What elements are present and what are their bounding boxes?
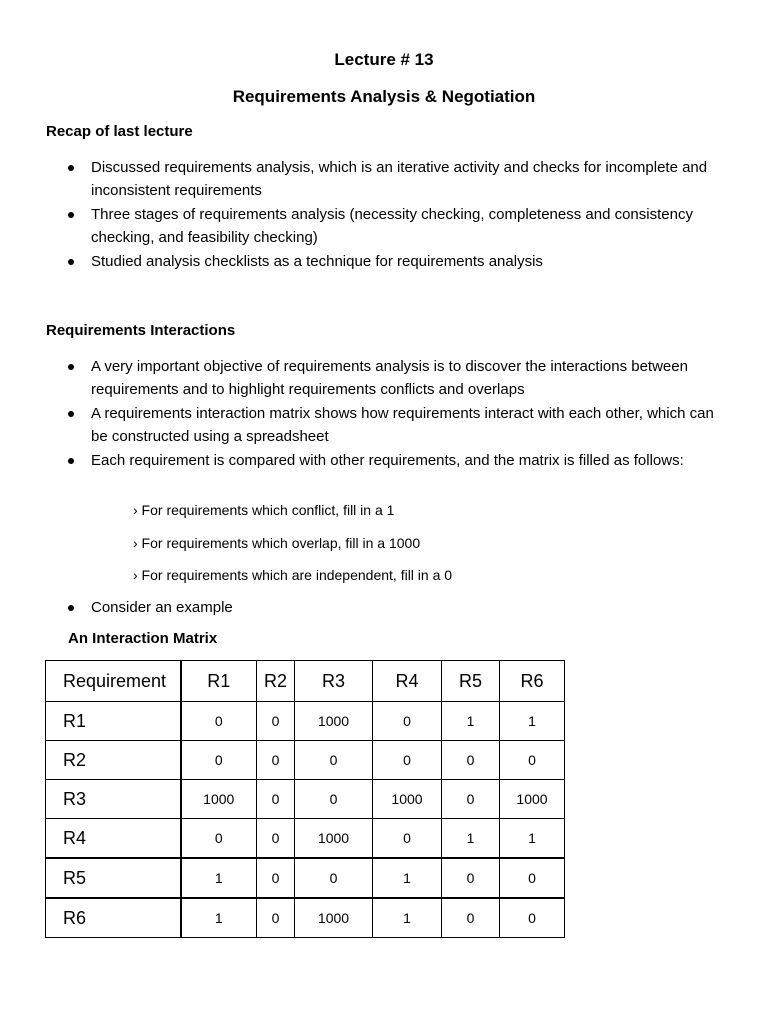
table-row — [46, 741, 565, 780]
recap-heading: Recap of last lecture — [46, 123, 193, 140]
table-cell: 1 — [181, 858, 257, 898]
table-cell: 1 — [181, 898, 257, 938]
table-header-cell: Requirement — [46, 661, 181, 702]
table-row-label: R3 — [46, 780, 181, 819]
table-cell: 0 — [373, 741, 442, 780]
table-cell: 0 — [257, 858, 295, 898]
table-header-row — [46, 661, 565, 702]
table-row-label: R2 — [46, 741, 181, 780]
list-item: Three stages of requirements analysis (necessity checking, completeness and consistency checking, and feasibility checking) — [0, 203, 720, 249]
table-row-label: R4 — [46, 819, 181, 859]
recap-list — [0, 156, 720, 274]
table-cell: 0 — [181, 702, 257, 741]
table-row-label: R6 — [46, 898, 181, 938]
table-header-cell: R4 — [373, 661, 442, 702]
table-cell: 0 — [257, 780, 295, 819]
table-cell: 0 — [257, 741, 295, 780]
table-cell: 0 — [181, 819, 257, 859]
table-cell: 1 — [373, 858, 442, 898]
table-cell: 0 — [295, 780, 373, 819]
table-cell: 0 — [295, 741, 373, 780]
table-cell: 1000 — [373, 780, 442, 819]
table-cell: 1 — [442, 819, 500, 859]
list-item: Discussed requirements analysis, which is an iterative activity and checks for incomplete and inconsistent requirements — [0, 156, 720, 202]
table-row — [46, 819, 565, 859]
table-cell: 0 — [181, 741, 257, 780]
table-cell: 0 — [442, 741, 500, 780]
table-row — [46, 858, 565, 898]
bullet-icon — [68, 605, 74, 611]
table-cell: 0 — [442, 780, 500, 819]
bullet-icon — [68, 411, 74, 417]
table-row — [46, 780, 565, 819]
table-cell: 1000 — [295, 898, 373, 938]
table-row — [46, 898, 565, 938]
lecture-number: Lecture # 13 — [334, 50, 434, 69]
table-header-cell: R5 — [442, 661, 500, 702]
bullet-icon — [68, 165, 74, 171]
list-item: A requirements interaction matrix shows how requirements interact with each other, which can be constructed using a spreadsheet — [0, 402, 720, 448]
table-cell: 1000 — [500, 780, 565, 819]
table-row-label: R1 — [46, 702, 181, 741]
table-header-cell: R6 — [500, 661, 565, 702]
table-cell: 0 — [500, 741, 565, 780]
rule-conflict: › For requirements which conflict, fill in a 1 — [133, 502, 395, 518]
table-cell: 1 — [373, 898, 442, 938]
interaction-matrix-table — [45, 660, 565, 938]
list-item: Studied analysis checklists as a technique for requirements analysis — [0, 250, 720, 273]
table-cell: 0 — [295, 858, 373, 898]
page-title: Requirements Analysis & Negotiation — [232, 87, 536, 106]
table-header-cell: R1 — [181, 661, 257, 702]
table-row-label: R5 — [46, 858, 181, 898]
table-cell: 0 — [442, 858, 500, 898]
bullet-icon — [68, 364, 74, 370]
table-cell: 0 — [373, 702, 442, 741]
table-cell: 0 — [257, 702, 295, 741]
table-cell: 0 — [500, 858, 565, 898]
table-cell: 1 — [500, 702, 565, 741]
table-row — [46, 702, 565, 741]
table-cell: 1000 — [181, 780, 257, 819]
bullet-icon — [68, 259, 74, 265]
list-item: Each requirement is compared with other requirements, and the matrix is filled as follows: — [0, 449, 720, 472]
list-item: A very important objective of requirements analysis is to discover the interactions between requirements and to highlight requirements conflicts and overlaps — [0, 355, 720, 401]
table-cell: 1 — [500, 819, 565, 859]
list-item: Consider an example — [0, 596, 720, 619]
table-cell: 1 — [442, 702, 500, 741]
interactions-heading: Requirements Interactions — [46, 322, 236, 339]
table-cell: 1000 — [295, 702, 373, 741]
table-cell: 0 — [257, 898, 295, 938]
table-header-cell: R2 — [257, 661, 295, 702]
bullet-icon — [68, 458, 74, 464]
table-cell: 0 — [442, 898, 500, 938]
table-cell: 0 — [500, 898, 565, 938]
consider-list — [0, 596, 720, 620]
matrix-title: An Interaction Matrix — [68, 630, 218, 647]
rule-independent: › For requirements which are independent, fill in a 0 — [133, 567, 453, 583]
rule-overlap: › For requirements which overlap, fill in a 1000 — [133, 535, 421, 551]
table-cell: 0 — [373, 819, 442, 859]
table-cell: 0 — [257, 819, 295, 859]
interactions-list — [0, 355, 720, 473]
table-cell: 1000 — [295, 819, 373, 859]
table-header-cell: R3 — [295, 661, 373, 702]
bullet-icon — [68, 212, 74, 218]
